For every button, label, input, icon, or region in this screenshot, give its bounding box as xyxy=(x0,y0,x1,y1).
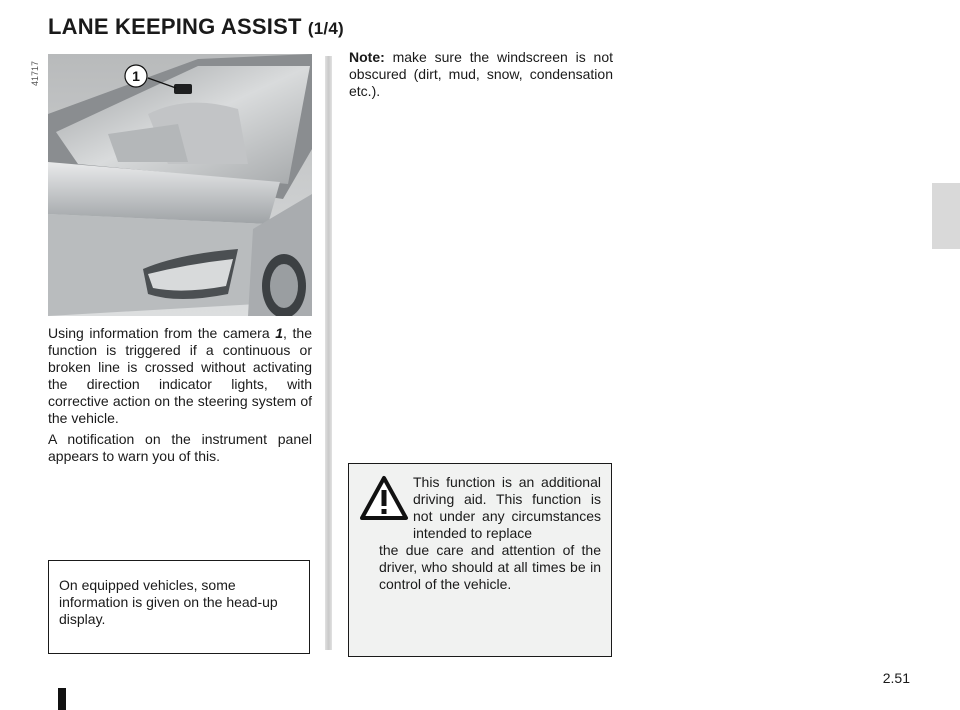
image-reference-code xyxy=(20,56,50,90)
note-label: Note: xyxy=(349,49,385,65)
function-description xyxy=(48,325,312,427)
crop-mark xyxy=(58,688,66,710)
title-text: LANE KEEPING ASSIST xyxy=(48,14,302,39)
page-number: 2.51 xyxy=(882,670,910,686)
warning-text-2: the due care and attention of the driver, who should at all times be in control of the vehicle. xyxy=(379,542,601,592)
title-page-indicator: (1/4) xyxy=(307,19,344,38)
info-box-text: On equipped vehicles, some information is given on the head-up display. xyxy=(59,577,278,627)
page-title xyxy=(48,14,344,40)
notification-description: A notification on the instrument panel appears to warn you of this. xyxy=(48,431,312,464)
callout-number: 1 xyxy=(132,68,140,84)
warning-box xyxy=(348,463,612,657)
note-text: make sure the windscreen is not obscured (dirt, mud, snow, condensation etc.). xyxy=(349,49,613,99)
warning-text-1: This function is an additional driving aid. This function is not under any circumstances intended to replace xyxy=(413,474,601,541)
info-box xyxy=(48,560,310,654)
section-tab-marker xyxy=(932,183,960,249)
image-code-text: 41717 xyxy=(30,60,40,86)
windscreen-note xyxy=(349,49,613,100)
vehicle-photo xyxy=(48,54,312,316)
car-illustration xyxy=(48,54,312,316)
description-part-1: Using information from the camera xyxy=(48,325,276,341)
description-part-2: , the function is triggered if a continuous or broken line is crossed without activating the direction indicator lights, with corrective action on the steering system of the vehicle. xyxy=(48,325,312,426)
column-divider xyxy=(325,56,332,650)
camera-icon xyxy=(174,84,192,94)
warning-triangle-icon xyxy=(359,474,409,524)
camera-reference: 1 xyxy=(275,325,284,341)
